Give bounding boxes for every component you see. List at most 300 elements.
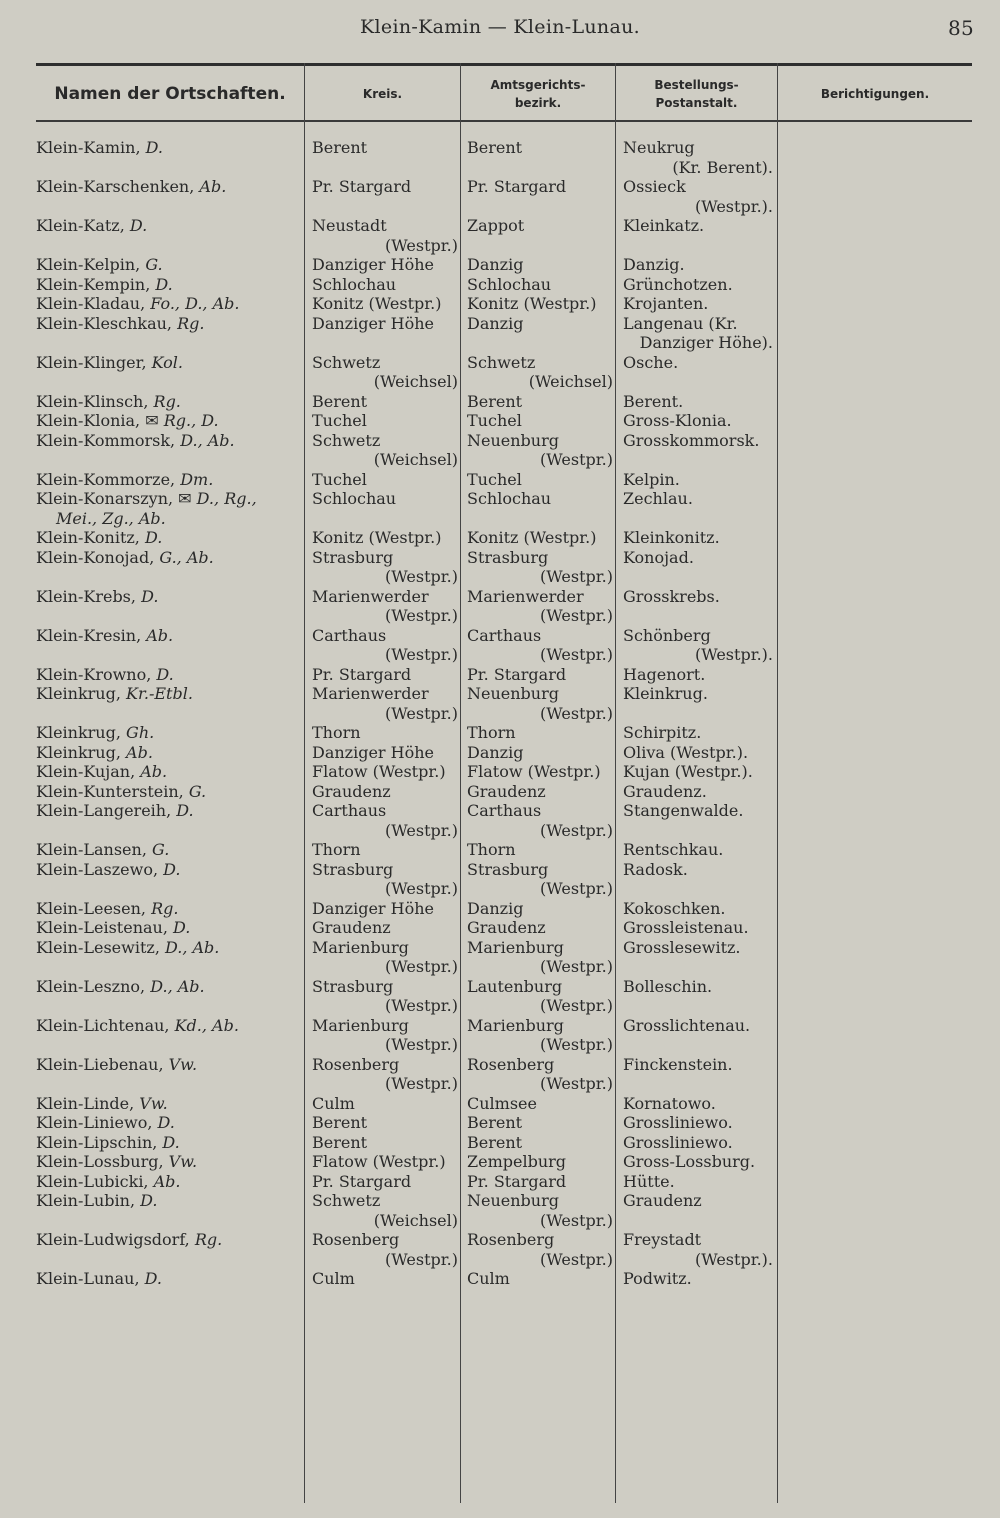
kreis-cell-line: (Westpr.) [385, 1035, 458, 1054]
place-name: Klein-Kelpin, [36, 255, 146, 274]
place-type: D. [157, 1113, 175, 1132]
postanstalt-cell-line: Kujan (Westpr.). [623, 762, 753, 781]
amtsgericht-cell-line: Rosenberg [467, 1230, 555, 1249]
kreis-cell-line: Flatow (Westpr.) [312, 762, 446, 781]
table-row [0, 762, 1000, 782]
kreis-cell [312, 255, 458, 275]
place-name: Klein-Kladau, [36, 294, 151, 313]
place-name-line [36, 411, 302, 431]
kreis-cell-line: Tuchel [312, 469, 367, 489]
amtsgericht-cell-line: Schwetz [467, 352, 536, 372]
postanstalt-cell [623, 411, 773, 431]
kreis-cell-line: Marienwerder [312, 684, 429, 703]
place-name-cell [36, 411, 302, 431]
place-name-line [36, 743, 302, 763]
postanstalt-cell [623, 1172, 773, 1192]
postanstalt-cell-line: (Westpr.). [694, 1249, 773, 1269]
kreis-cell [312, 1172, 458, 1192]
place-type: Vw. [168, 1054, 198, 1074]
postanstalt-cell [623, 1152, 773, 1172]
amtsgericht-cell [467, 587, 613, 626]
place-name-cell [36, 743, 302, 763]
place-name-line [36, 801, 302, 821]
kreis-cell [312, 1230, 458, 1269]
place-name-line [36, 138, 302, 158]
place-type: Rg. [153, 391, 181, 411]
table-row [0, 138, 1000, 177]
place-name-cell [36, 1152, 302, 1172]
table-row [0, 177, 1000, 216]
place-name: Klein-Leszno, [36, 976, 151, 996]
postanstalt-cell-line: Radosk. [623, 859, 688, 879]
place-name-line [36, 294, 302, 314]
place-name-line [36, 1152, 302, 1172]
amtsgericht-cell [467, 528, 613, 548]
place-name: Klein-Kleschkau, [36, 313, 178, 333]
amtsgericht-cell-line: Thorn [467, 723, 516, 742]
amtsgericht-cell-line: Konitz (Westpr.) [467, 528, 597, 547]
place-name-cell [36, 1133, 302, 1153]
kreis-cell [312, 743, 458, 763]
kreis-cell [312, 177, 458, 197]
place-type: Kol. [151, 352, 183, 372]
place-name: Klein-Kamin, [36, 138, 146, 157]
postanstalt-cell-line: Gross-Lossburg. [623, 1152, 756, 1171]
amtsgericht-cell [467, 899, 613, 919]
kreis-cell-line: Strasburg [312, 859, 394, 879]
place-name-cell [36, 723, 302, 743]
kreis-cell-line: Danziger Höhe [312, 898, 435, 918]
table-row [0, 782, 1000, 802]
amtsgericht-cell-line: Carthaus [467, 801, 542, 820]
amtsgericht-cell-line: Culmsee [467, 1093, 537, 1113]
postanstalt-cell-line: Neukrug [623, 138, 695, 157]
place-name-cell [36, 977, 302, 997]
place-name: Klein-Lubin, [36, 1191, 141, 1210]
kreis-cell [312, 665, 458, 685]
table-row [0, 626, 1000, 665]
place-name-cell [36, 840, 302, 860]
kreis-cell [312, 294, 458, 314]
kreis-cell [312, 489, 458, 509]
place-name-cell [36, 665, 302, 685]
postanstalt-cell-line: Krojanten. [623, 294, 709, 313]
kreis-cell-line: Berent [312, 138, 368, 157]
place-name-cell [36, 860, 302, 880]
place-name-line [36, 489, 302, 509]
amtsgericht-cell-line: Schlochau [467, 489, 552, 508]
table-row [0, 743, 1000, 763]
place-name-cell [36, 177, 302, 197]
page-number: 85 [947, 16, 974, 40]
amtsgericht-cell [467, 684, 613, 723]
place-name-cell [36, 528, 302, 548]
amtsgericht-cell [467, 548, 613, 587]
kreis-cell-line: Pr. Stargard [312, 177, 412, 196]
place-name-line [36, 1269, 302, 1289]
postanstalt-cell-line: Ossieck [623, 177, 686, 196]
postanstalt-cell [623, 1133, 773, 1153]
place-name-line [36, 860, 302, 880]
postanstalt-cell [623, 801, 773, 821]
place-name-line [36, 509, 302, 529]
postanstalt-cell-line: Schirpitz. [623, 723, 702, 742]
amtsgericht-cell-line: Neuenburg [467, 684, 559, 703]
place-name: Klein-Karschenken, [36, 177, 200, 196]
amtsgericht-cell-line: (Westpr.) [540, 820, 613, 840]
place-name: Klein-Langereih, [36, 801, 177, 820]
place-type: D. [156, 664, 174, 684]
place-type: Rg., D. [163, 411, 219, 430]
kreis-cell-line: Berent [312, 1132, 368, 1152]
place-name: Klein-Klinsch, [36, 391, 154, 411]
kreis-cell-line: Schwetz [312, 352, 381, 372]
kreis-cell [312, 1191, 458, 1230]
kreis-cell-line: (Westpr.) [385, 1249, 458, 1269]
kreis-cell [312, 1094, 458, 1114]
place-name: Klein-Leesen, [36, 898, 152, 918]
postanstalt-cell [623, 860, 773, 880]
place-name: Klein-Krebs, [36, 586, 142, 606]
place-name-line [36, 626, 302, 646]
postanstalt-cell [623, 938, 773, 958]
place-name: Klein-Konojad, [36, 547, 160, 567]
amtsgericht-cell [467, 860, 613, 899]
place-name-line [36, 314, 302, 334]
kreis-cell-line: Graudenz [312, 781, 391, 801]
place-type: D. [145, 138, 163, 157]
kreis-cell [312, 431, 458, 470]
place-name-cell [36, 899, 302, 919]
place-name: Klein-Lossburg, [36, 1152, 169, 1171]
place-type: D. [163, 859, 181, 879]
place-type: Vw. [139, 1093, 168, 1113]
place-name: Klein-Kresin, [36, 625, 147, 645]
postanstalt-cell [623, 489, 773, 509]
table-row [0, 723, 1000, 743]
place-name: Klein-Klinger, [36, 352, 152, 372]
postanstalt-cell [623, 626, 773, 665]
amtsgericht-cell-line: Flatow (Westpr.) [467, 762, 601, 781]
amtsgericht-cell [467, 723, 613, 743]
amtsgericht-cell [467, 782, 613, 802]
place-name: Klein-Kempin, [36, 274, 156, 294]
kreis-cell [312, 1113, 458, 1133]
column-header-postanstalt-line1: Bestellungs- [654, 78, 739, 92]
postanstalt-cell [623, 1055, 773, 1075]
place-name: Klein-Kujan, [36, 762, 141, 781]
kreis-cell-line: Pr. Stargard [312, 1171, 412, 1191]
place-name: Klein-Liebenau, [36, 1054, 169, 1074]
amtsgericht-cell-line: Konitz (Westpr.) [467, 294, 597, 313]
table-row [0, 353, 1000, 392]
place-name-line [36, 840, 302, 860]
column-header-kreis [305, 72, 460, 116]
kreis-cell-line: Neustadt [312, 216, 387, 235]
table-row [0, 1230, 1000, 1269]
table-row [0, 392, 1000, 412]
place-name: Klein-Krowno, [36, 664, 157, 684]
amtsgericht-cell-line: (Westpr.) [540, 957, 613, 976]
kreis-cell-line: Strasburg [312, 976, 394, 996]
postanstalt-cell [623, 470, 773, 490]
place-type: D. [173, 918, 191, 937]
kreis-cell-line: Thorn [312, 840, 361, 859]
kreis-cell [312, 353, 458, 392]
amtsgericht-cell [467, 138, 613, 158]
kreis-cell-line: Berent [312, 391, 368, 411]
amtsgericht-cell-line: (Westpr.) [540, 1035, 613, 1054]
kreis-cell-line: Konitz (Westpr.) [312, 294, 442, 313]
amtsgericht-cell [467, 431, 613, 470]
amtsgericht-cell [467, 1152, 613, 1172]
postanstalt-cell-line: Grossliniewo. [623, 1132, 733, 1152]
amtsgericht-cell-line: Pr. Stargard [467, 664, 567, 684]
amtsgericht-cell [467, 294, 613, 314]
place-name-cell [36, 216, 302, 236]
amtsgericht-cell [467, 977, 613, 1016]
amtsgericht-cell-line: Zappot [467, 216, 525, 235]
amtsgericht-cell-line: Thorn [467, 840, 516, 859]
kreis-cell-line: Pr. Stargard [312, 664, 412, 684]
kreis-cell-line: Konitz (Westpr.) [312, 528, 442, 547]
place-name-cell [36, 392, 302, 412]
place-name: Kleinkrug, [36, 723, 127, 742]
place-name-cell [36, 626, 302, 646]
postanstalt-cell-line: Danziger Höhe). [639, 333, 773, 352]
postanstalt-cell-line: Danzig. [623, 255, 685, 274]
table-row [0, 684, 1000, 723]
kreis-cell [312, 801, 458, 840]
place-type: G. [145, 255, 163, 274]
postanstalt-cell-line: Hütte. [623, 1171, 675, 1191]
amtsgericht-cell [467, 801, 613, 840]
table-row [0, 977, 1000, 1016]
kreis-cell [312, 899, 458, 919]
postanstalt-cell-line: Rentschkau. [623, 840, 724, 859]
amtsgericht-cell-line: (Westpr.) [540, 1210, 613, 1230]
postanstalt-cell [623, 392, 773, 412]
place-type: D., Ab. [150, 976, 205, 996]
header-top-rule [36, 63, 972, 66]
kreis-cell-line: Berent [312, 1113, 368, 1132]
place-type: D. [176, 801, 194, 820]
postanstalt-cell [623, 528, 773, 548]
kreis-cell [312, 470, 458, 490]
amtsgericht-cell-line: Pr. Stargard [467, 177, 567, 196]
place-name-line [36, 899, 302, 919]
kreis-cell [312, 528, 458, 548]
amtsgericht-cell-line: Danzig [467, 255, 524, 274]
postanstalt-cell [623, 723, 773, 743]
postanstalt-cell [623, 177, 773, 216]
kreis-cell [312, 587, 458, 626]
postanstalt-cell-line: Konojad. [623, 547, 694, 567]
place-type: Mei., Zg., Ab. [56, 508, 166, 528]
kreis-cell-line: Rosenberg [312, 1230, 400, 1249]
amtsgericht-cell-line: Berent [467, 1113, 523, 1132]
amtsgericht-cell [467, 1016, 613, 1055]
postanstalt-cell-line: Kleinkatz. [623, 216, 705, 235]
postanstalt-cell-line: Grossleistenau. [623, 918, 749, 937]
table-row [0, 1113, 1000, 1133]
kreis-cell [312, 762, 458, 782]
postanstalt-cell [623, 977, 773, 997]
place-name-cell [36, 1230, 302, 1250]
place-name: Klein-Lunau, [36, 1269, 145, 1288]
postanstalt-cell-line: Stangenwalde. [623, 801, 744, 820]
table-row [0, 1172, 1000, 1192]
place-name-line [36, 684, 302, 704]
place-name-cell [36, 782, 302, 802]
table-row [0, 1094, 1000, 1114]
amtsgericht-cell [467, 626, 613, 665]
kreis-cell [312, 138, 458, 158]
place-name-line [36, 587, 302, 607]
place-name-line [36, 1230, 302, 1250]
place-name-line [36, 216, 302, 236]
amtsgericht-cell-line: Berent [467, 391, 523, 411]
place-type: D. [144, 528, 163, 547]
place-type: Rg. [177, 313, 205, 333]
amtsgericht-cell [467, 1191, 613, 1230]
place-name-line [36, 275, 302, 295]
kreis-cell [312, 1152, 458, 1172]
amtsgericht-cell-line: Danzig [467, 742, 524, 762]
postanstalt-cell-line: Hagenort. [623, 664, 706, 684]
postanstalt-cell-line: Kornatowo. [623, 1093, 716, 1113]
column-header-amtsgericht-line2: bezirk. [514, 96, 562, 110]
postanstalt-cell [623, 899, 773, 919]
postanstalt-cell-line: (Westpr.). [694, 645, 773, 664]
place-name: Klein-Kunterstein, [36, 781, 189, 801]
kreis-cell-line: Danziger Höhe [312, 313, 435, 333]
place-name-cell [36, 138, 302, 158]
kreis-cell [312, 275, 458, 295]
place-name: Klein-Konitz, [36, 528, 145, 547]
amtsgericht-cell-line: Marienburg [467, 1015, 564, 1035]
kreis-cell [312, 938, 458, 977]
postanstalt-cell-line: Oliva (Westpr.). [623, 742, 749, 762]
table-row [0, 1016, 1000, 1055]
column-header-postanstalt [616, 72, 777, 116]
place-name-cell [36, 548, 302, 568]
postanstalt-cell-line: Bolleschin. [623, 976, 713, 996]
place-name-line [36, 938, 302, 958]
kreis-cell-line: Schlochau [312, 274, 397, 294]
column-header-name [36, 72, 304, 116]
kreis-cell-line: (Westpr.) [385, 703, 458, 723]
table-row [0, 918, 1000, 938]
place-type: G. [188, 781, 207, 801]
postanstalt-cell [623, 918, 773, 938]
postanstalt-cell-line: Podwitz. [623, 1269, 692, 1288]
place-name: Klein-Lesewitz, [36, 937, 165, 957]
kreis-cell-line: Schwetz [312, 1191, 381, 1210]
amtsgericht-cell [467, 1230, 613, 1269]
column-header-postanstalt-line2: Postanstalt. [655, 96, 738, 110]
place-type: Gh. [126, 723, 155, 742]
amtsgericht-cell [467, 665, 613, 685]
place-name-line [36, 470, 302, 490]
place-type: D., Ab. [180, 430, 235, 450]
postanstalt-cell-line: Osche. [623, 352, 679, 372]
amtsgericht-cell-line: (Westpr.) [540, 567, 613, 586]
place-type: Kd., Ab. [174, 1015, 239, 1035]
amtsgericht-cell-line: (Weichsel) [528, 372, 613, 391]
kreis-cell-line: Marienwerder [312, 586, 429, 606]
amtsgericht-cell [467, 470, 613, 490]
amtsgericht-cell-line: Tuchel [467, 411, 522, 430]
place-name-line [36, 1172, 302, 1192]
place-name-cell [36, 294, 302, 314]
amtsgericht-cell [467, 411, 613, 431]
place-name: Klein-Katz, [36, 216, 130, 235]
place-type: D. [155, 274, 173, 294]
kreis-cell [312, 392, 458, 412]
place-name-line [36, 431, 302, 451]
amtsgericht-cell-line: Danzig [467, 313, 524, 333]
table-row [0, 255, 1000, 275]
place-name-cell [36, 353, 302, 373]
postanstalt-cell-line: Langenau (Kr. [623, 313, 738, 333]
amtsgericht-cell-line: (Westpr.) [540, 1249, 613, 1269]
kreis-cell-line: Thorn [312, 723, 361, 742]
header-bottom-rule [36, 120, 972, 122]
place-name-cell [36, 255, 302, 275]
kreis-cell [312, 918, 458, 938]
place-name: Klein-Klonia, ✉ [36, 411, 164, 430]
postanstalt-cell-line: Gross-Klonia. [623, 411, 732, 430]
kreis-cell-line: Culm [312, 1269, 355, 1288]
amtsgericht-cell [467, 353, 613, 392]
column-header-name-label: Namen der Ortschaften. [54, 84, 286, 104]
postanstalt-cell-line: Finckenstein. [623, 1054, 733, 1074]
postanstalt-cell-line: Grosslesewitz. [623, 937, 741, 957]
place-name-cell [36, 275, 302, 295]
postanstalt-cell-line: Graudenz. [623, 781, 707, 801]
place-name: Klein-Lipschin, [36, 1132, 163, 1152]
place-name: Klein-Lansen, [36, 840, 152, 859]
postanstalt-cell [623, 782, 773, 802]
kreis-cell [312, 723, 458, 743]
postanstalt-cell [623, 548, 773, 568]
place-type: D. [129, 216, 148, 235]
place-name: Klein-Kommorsk, [36, 430, 181, 450]
amtsgericht-cell [467, 314, 613, 334]
place-name-line [36, 392, 302, 412]
kreis-cell [312, 1269, 458, 1289]
place-name-line [36, 1055, 302, 1075]
place-type: G. [152, 840, 170, 859]
kreis-cell-line: Schlochau [312, 489, 397, 508]
kreis-cell-line: (Westpr.) [385, 645, 458, 664]
place-name-cell [36, 1191, 302, 1211]
place-type: D., Rg., [196, 489, 257, 508]
postanstalt-cell [623, 353, 773, 373]
place-name: Klein-Linde, [36, 1093, 140, 1113]
column-header-berichtigungen [778, 72, 972, 116]
postanstalt-cell-line: Kelpin. [623, 469, 680, 489]
kreis-cell-line: (Westpr.) [385, 996, 458, 1015]
kreis-cell [312, 626, 458, 665]
amtsgericht-cell-line: (Westpr.) [540, 703, 613, 723]
place-name: Klein-Liniewo, [36, 1113, 158, 1132]
amtsgericht-cell-line: Neuenburg [467, 430, 559, 450]
postanstalt-cell [623, 840, 773, 860]
kreis-cell-line: (Weichsel) [373, 450, 458, 469]
amtsgericht-cell-line: (Westpr.) [540, 450, 613, 469]
